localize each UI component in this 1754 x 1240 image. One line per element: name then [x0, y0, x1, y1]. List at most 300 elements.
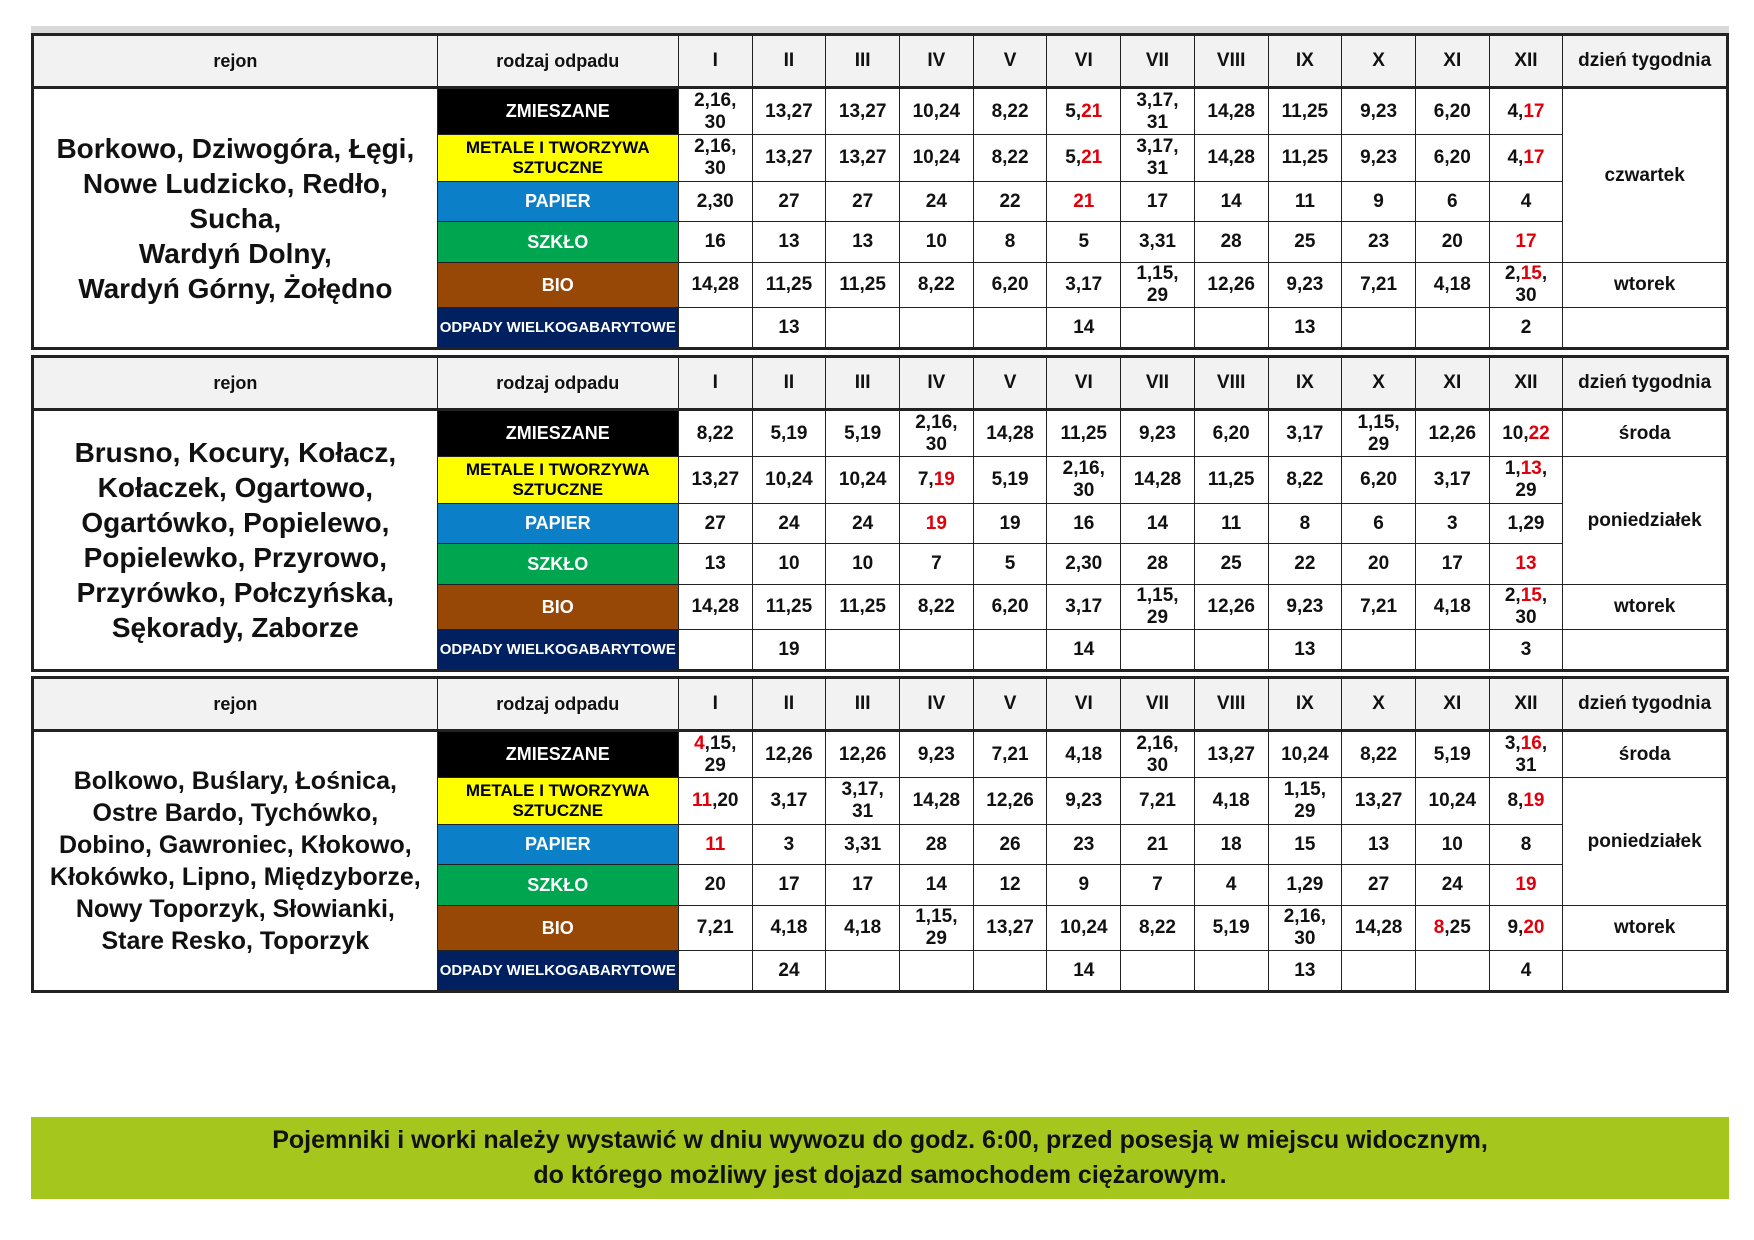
- pickup-dates-IV: 14,28: [900, 778, 974, 825]
- pickup-dates-II: 13,27: [752, 135, 826, 182]
- pickup-dates-VII: 7,21: [1121, 778, 1195, 825]
- pickup-dates-II: 4,18: [752, 906, 826, 951]
- date-part: 3,: [1504, 732, 1521, 754]
- pickup-dates-II: 13: [752, 222, 826, 263]
- date-part: 31: [1515, 754, 1537, 776]
- pickup-dates-XII: [1489, 906, 1563, 951]
- holiday-shifted-date: 19: [1523, 790, 1545, 811]
- header-month-XII: XII: [1489, 678, 1563, 731]
- pickup-dates-VIII: 4: [1194, 865, 1268, 906]
- date-part: ,: [1541, 458, 1548, 479]
- pickup-dates-IX: 3,17: [1268, 410, 1342, 457]
- date-part: ,15,: [704, 732, 737, 754]
- header-waste-type: rodzaj odpadu: [437, 35, 678, 88]
- header-month-XI: XI: [1415, 678, 1489, 731]
- region-line: Borkowo, Dziwogóra, Łęgi,: [56, 132, 415, 164]
- pickup-dates-X: [1342, 951, 1416, 992]
- weekday-cell: wtorek: [1563, 906, 1728, 951]
- pickup-dates-X: 9,23: [1342, 135, 1416, 182]
- date-part: 1,15,: [1136, 585, 1179, 606]
- pickup-dates-III: 11,25: [826, 263, 900, 308]
- pickup-dates-XI: 17: [1415, 544, 1489, 585]
- pickup-dates-XI: 4,18: [1415, 585, 1489, 630]
- schedule-row-zmieszane: [33, 731, 1728, 778]
- pickup-dates-VII: [1121, 263, 1195, 308]
- region-line: Bolkowo, Buślary, Łośnica,: [73, 767, 397, 795]
- pickup-dates-II: 24: [752, 951, 826, 992]
- header-month-VI: VI: [1047, 678, 1121, 731]
- waste-type-papier: PAPIER: [437, 182, 678, 222]
- region-villages: [33, 410, 438, 671]
- pickup-dates-XII: [1489, 544, 1563, 585]
- pickup-dates-V: [973, 630, 1047, 671]
- pickup-dates-IX: 15: [1268, 825, 1342, 865]
- date-part: 1,15,: [915, 906, 958, 927]
- header-month-I: I: [678, 35, 752, 88]
- pickup-dates-VIII: [1194, 630, 1268, 671]
- pickup-dates-I: [678, 951, 752, 992]
- date-part: ,: [1541, 732, 1548, 754]
- pickup-dates-XII: 4: [1489, 951, 1563, 992]
- region-line: Kłokówko, Lipno, Międzyborze,: [49, 863, 421, 891]
- pickup-dates-V: [973, 308, 1047, 349]
- pickup-dates-V: 19: [973, 504, 1047, 544]
- header-weekday: dzień tygodnia: [1563, 35, 1728, 88]
- pickup-dates-VIII: 5,19: [1194, 906, 1268, 951]
- weekday-cell: czwartek: [1563, 88, 1728, 263]
- header-month-XI: XI: [1415, 35, 1489, 88]
- pickup-dates-VIII: [1194, 951, 1268, 992]
- date-part: 5,: [1065, 100, 1082, 122]
- header-row: [33, 35, 1728, 88]
- pickup-dates-IV: [900, 308, 974, 349]
- header-month-VIII: VIII: [1194, 357, 1268, 410]
- pickup-dates-III: 10,24: [826, 457, 900, 504]
- holiday-shifted-date: 8: [1433, 917, 1445, 938]
- waste-type-papier: PAPIER: [437, 504, 678, 544]
- pickup-dates-V: 13,27: [973, 906, 1047, 951]
- date-part: 5,: [1065, 147, 1082, 168]
- pickup-dates-VII: 14: [1121, 504, 1195, 544]
- pickup-dates-VI: 3,17: [1047, 263, 1121, 308]
- pickup-dates-XI: 20: [1415, 222, 1489, 263]
- region-line: Sucha,: [189, 202, 282, 234]
- pickup-dates-V: 5: [973, 544, 1047, 585]
- pickup-dates-VII: 3,31: [1121, 222, 1195, 263]
- date-part: 2,16,: [1283, 906, 1326, 927]
- date-part: ,20: [712, 790, 739, 811]
- waste-type-zmieszane: ZMIESZANE: [437, 410, 678, 457]
- date-part: 29: [704, 754, 726, 776]
- pickup-dates-XI: 4,18: [1415, 263, 1489, 308]
- schedule-row-zmieszane: [33, 88, 1728, 135]
- date-part: 31: [1146, 111, 1169, 133]
- pickup-dates-VIII: 14,28: [1194, 135, 1268, 182]
- weekday-cell: poniedziałek: [1563, 778, 1728, 906]
- header-month-XI: XI: [1415, 357, 1489, 410]
- pickup-dates-VII: 8,22: [1121, 906, 1195, 951]
- pickup-dates-I: 2,30: [678, 182, 752, 222]
- weekday-cell: [1563, 308, 1728, 349]
- header-month-XII: XII: [1489, 35, 1563, 88]
- pickup-dates-III: 13,27: [826, 135, 900, 182]
- pickup-dates-VII: 14,28: [1121, 457, 1195, 504]
- header-month-I: I: [678, 357, 752, 410]
- region-line: Nowe Ludzicko, Redło,: [82, 167, 388, 199]
- pickup-dates-VII: 9,23: [1121, 410, 1195, 457]
- holiday-shifted-date: 21: [1073, 190, 1095, 212]
- holiday-shifted-date: 15: [1520, 585, 1542, 606]
- pickup-dates-XI: 6: [1415, 182, 1489, 222]
- pickup-dates-V: 6,20: [973, 585, 1047, 630]
- pickup-dates-XI: [1415, 308, 1489, 349]
- header-month-IV: IV: [900, 357, 974, 410]
- pickup-dates-II: 11,25: [752, 585, 826, 630]
- region-line: Popielewko, Przyrowo,: [83, 542, 388, 573]
- header-month-II: II: [752, 357, 826, 410]
- pickup-dates-X: 9,23: [1342, 88, 1416, 135]
- pickup-dates-IX: 25: [1268, 222, 1342, 263]
- pickup-dates-I: [678, 778, 752, 825]
- pickup-dates-XI: 10,24: [1415, 778, 1489, 825]
- pickup-dates-II: 11,25: [752, 263, 826, 308]
- pickup-dates-III: 13: [826, 222, 900, 263]
- pickup-dates-X: 9: [1342, 182, 1416, 222]
- pickup-dates-VII: 7: [1121, 865, 1195, 906]
- pickup-dates-IV: 10,24: [900, 88, 974, 135]
- pickup-dates-XII: 4: [1489, 182, 1563, 222]
- pickup-dates-IX: 13: [1268, 308, 1342, 349]
- header-month-V: V: [973, 357, 1047, 410]
- holiday-shifted-date: 22: [1528, 422, 1550, 444]
- holiday-shifted-date: 20: [1523, 917, 1545, 938]
- pickup-dates-X: 7,21: [1342, 585, 1416, 630]
- date-part: 29: [1294, 801, 1316, 822]
- pickup-dates-VI: 23: [1047, 825, 1121, 865]
- pickup-dates-IX: 11: [1268, 182, 1342, 222]
- pickup-dates-VII: [1121, 308, 1195, 349]
- pickup-dates-III: [826, 778, 900, 825]
- header-month-III: III: [826, 678, 900, 731]
- header-row: [33, 357, 1728, 410]
- region-line: Sękorady, Zaborze: [111, 612, 359, 643]
- schedule-table-2: [31, 355, 1729, 672]
- pickup-dates-V: 8,22: [973, 135, 1047, 182]
- pickup-dates-I: 7,21: [678, 906, 752, 951]
- pickup-dates-IX: 11,25: [1268, 88, 1342, 135]
- pickup-dates-XII: [1489, 457, 1563, 504]
- pickup-dates-II: 3: [752, 825, 826, 865]
- pickup-dates-VI: 2,30: [1047, 544, 1121, 585]
- date-part: 30: [1294, 928, 1316, 949]
- holiday-shifted-date: 19: [933, 469, 955, 490]
- header-weekday: dzień tygodnia: [1563, 678, 1728, 731]
- region-villages: [33, 731, 438, 992]
- footer-line-1: Pojemniki i worki należy wystawić w dniu wywozu do godz. 6:00, przed posesją w miejscu widocznym,: [272, 1126, 1488, 1154]
- pickup-dates-IX: 8,22: [1268, 457, 1342, 504]
- date-part: 2,: [1504, 585, 1521, 606]
- holiday-shifted-date: 21: [1081, 100, 1103, 122]
- pickup-dates-IV: [900, 410, 974, 457]
- pickup-dates-X: 20: [1342, 544, 1416, 585]
- holiday-shifted-date: 21: [1081, 147, 1103, 168]
- pickup-dates-I: 16: [678, 222, 752, 263]
- date-part: 2,16,: [915, 411, 958, 433]
- holiday-shifted-date: 13: [1515, 553, 1537, 574]
- pickup-dates-III: 13,27: [826, 88, 900, 135]
- date-part: 1,15,: [1136, 263, 1179, 284]
- weekday-cell: [1563, 951, 1728, 992]
- pickup-dates-XI: [1415, 630, 1489, 671]
- header-month-II: II: [752, 35, 826, 88]
- date-part: 29: [1146, 607, 1169, 628]
- pickup-dates-III: 11,25: [826, 585, 900, 630]
- pickup-dates-I: [678, 630, 752, 671]
- pickup-dates-I: [678, 135, 752, 182]
- date-part: 29: [925, 928, 947, 949]
- pickup-dates-VI: [1047, 88, 1121, 135]
- pickup-dates-II: 10: [752, 544, 826, 585]
- date-part: 30: [1073, 480, 1095, 501]
- header-month-II: II: [752, 678, 826, 731]
- date-part: 30: [704, 158, 726, 179]
- pickup-dates-I: [678, 308, 752, 349]
- pickup-dates-I: [678, 825, 752, 865]
- pickup-dates-XII: [1489, 585, 1563, 630]
- pickup-dates-X: [1342, 630, 1416, 671]
- header-month-IX: IX: [1268, 35, 1342, 88]
- pickup-dates-XII: 8: [1489, 825, 1563, 865]
- pickup-dates-XI: [1415, 951, 1489, 992]
- date-part: 1,: [1504, 458, 1521, 479]
- date-part: 2,: [1504, 263, 1521, 284]
- pickup-dates-III: 27: [826, 182, 900, 222]
- pickup-dates-IV: 7: [900, 544, 974, 585]
- pickup-dates-IX: 9,23: [1268, 263, 1342, 308]
- pickup-dates-I: 13,27: [678, 457, 752, 504]
- header-month-X: X: [1342, 357, 1416, 410]
- schedule-table-1: [31, 33, 1729, 350]
- pickup-dates-V: 8,22: [973, 88, 1047, 135]
- waste-type-papier: PAPIER: [437, 825, 678, 865]
- pickup-dates-IX: 13: [1268, 951, 1342, 992]
- holiday-shifted-date: 15: [1520, 263, 1542, 284]
- date-part: 9,: [1507, 917, 1524, 938]
- header-month-VIII: VIII: [1194, 35, 1268, 88]
- pickup-dates-II: 5,19: [752, 410, 826, 457]
- region-line: Stare Resko, Toporzyk: [101, 927, 370, 955]
- schedule-table-3: [31, 676, 1729, 993]
- pickup-dates-X: 7,21: [1342, 263, 1416, 308]
- region-line: Ogartówko, Popielewo,: [81, 507, 390, 538]
- pickup-dates-I: [678, 731, 752, 778]
- header-month-IV: IV: [900, 678, 974, 731]
- pickup-dates-XII: [1489, 263, 1563, 308]
- pickup-dates-XI: 6,20: [1415, 135, 1489, 182]
- date-part: 30: [1146, 754, 1169, 776]
- pickup-dates-VI: [1047, 135, 1121, 182]
- pickup-dates-I: 20: [678, 865, 752, 906]
- pickup-dates-X: 23: [1342, 222, 1416, 263]
- header-row: [33, 678, 1728, 731]
- header-month-VI: VI: [1047, 35, 1121, 88]
- pickup-dates-XI: 24: [1415, 865, 1489, 906]
- pickup-dates-IV: 10: [900, 222, 974, 263]
- pickup-dates-IV: 14: [900, 865, 974, 906]
- pickup-dates-IV: 8,22: [900, 585, 974, 630]
- region-line: Nowy Toporzyk, Słowianki,: [75, 895, 395, 923]
- pickup-dates-I: 14,28: [678, 263, 752, 308]
- date-part: 2,16,: [694, 136, 737, 157]
- header-month-X: X: [1342, 35, 1416, 88]
- waste-type-bio: BIO: [437, 263, 678, 308]
- weekday-cell: środa: [1563, 410, 1728, 457]
- date-part: 1,15,: [1357, 411, 1400, 433]
- pickup-dates-III: 12,26: [826, 731, 900, 778]
- holiday-shifted-date: 11: [705, 833, 726, 855]
- pickup-dates-III: 24: [826, 504, 900, 544]
- region-line: Przyrówko, Połczyńska,: [76, 577, 395, 608]
- pickup-dates-V: 5,19: [973, 457, 1047, 504]
- pickup-dates-VIII: 12,26: [1194, 585, 1268, 630]
- footer-note: [31, 1117, 1729, 1199]
- waste-type-wielkogabarytowe: ODPADY WIELKOGABARYTOWE: [437, 951, 678, 992]
- date-part: 31: [1146, 158, 1169, 179]
- pickup-dates-VI: 9: [1047, 865, 1121, 906]
- pickup-dates-X: 27: [1342, 865, 1416, 906]
- date-part: 30: [1515, 607, 1537, 628]
- date-part: 30: [704, 111, 726, 133]
- header-month-IV: IV: [900, 35, 974, 88]
- date-part: 3,17,: [1136, 89, 1179, 111]
- date-part: 30: [1515, 285, 1537, 306]
- pickup-dates-I: [678, 88, 752, 135]
- pickup-dates-X: [1342, 308, 1416, 349]
- region-line: Brusno, Kocury, Kołacz,: [74, 437, 397, 468]
- pickup-dates-IX: 8: [1268, 504, 1342, 544]
- pickup-dates-I: 13: [678, 544, 752, 585]
- weekday-cell: środa: [1563, 731, 1728, 778]
- pickup-dates-III: 5,19: [826, 410, 900, 457]
- pickup-dates-III: 10: [826, 544, 900, 585]
- pickup-dates-V: 14,28: [973, 410, 1047, 457]
- pickup-dates-III: 4,18: [826, 906, 900, 951]
- pickup-dates-VIII: 6,20: [1194, 410, 1268, 457]
- pickup-dates-VI: 9,23: [1047, 778, 1121, 825]
- pickup-dates-IX: 9,23: [1268, 585, 1342, 630]
- pickup-dates-IX: 1,29: [1268, 865, 1342, 906]
- header-month-X: X: [1342, 678, 1416, 731]
- header-weekday: dzień tygodnia: [1563, 357, 1728, 410]
- holiday-shifted-date: 19: [1515, 874, 1537, 895]
- pickup-dates-V: 8: [973, 222, 1047, 263]
- region-villages: [33, 88, 438, 349]
- weekday-cell: wtorek: [1563, 585, 1728, 630]
- pickup-dates-VIII: 25: [1194, 544, 1268, 585]
- header-region: rejon: [33, 357, 438, 410]
- pickup-dates-VII: 28: [1121, 544, 1195, 585]
- pickup-dates-XII: 3: [1489, 630, 1563, 671]
- pickup-dates-VIII: 28: [1194, 222, 1268, 263]
- date-part: 1,15,: [1283, 779, 1326, 800]
- pickup-dates-I: 27: [678, 504, 752, 544]
- pickup-dates-II: 27: [752, 182, 826, 222]
- holiday-shifted-date: 19: [925, 512, 947, 534]
- pickup-dates-V: 22: [973, 182, 1047, 222]
- pickup-dates-XI: 10: [1415, 825, 1489, 865]
- date-part: 4,: [1507, 100, 1524, 122]
- pickup-dates-VIII: 11: [1194, 504, 1268, 544]
- pickup-dates-XII: [1489, 410, 1563, 457]
- pickup-dates-IV: 8,22: [900, 263, 974, 308]
- pickup-dates-VIII: 14: [1194, 182, 1268, 222]
- pickup-dates-VIII: 12,26: [1194, 263, 1268, 308]
- pickup-dates-XII: [1489, 222, 1563, 263]
- waste-type-bio: BIO: [437, 906, 678, 951]
- date-part: 10,: [1502, 422, 1529, 444]
- header-month-XII: XII: [1489, 357, 1563, 410]
- pickup-dates-XII: 2: [1489, 308, 1563, 349]
- pickup-dates-VI: [1047, 457, 1121, 504]
- pickup-dates-II: 24: [752, 504, 826, 544]
- weekday-cell: wtorek: [1563, 263, 1728, 308]
- pickup-dates-IV: 24: [900, 182, 974, 222]
- pickup-dates-IX: 10,24: [1268, 731, 1342, 778]
- pickup-dates-XI: 5,19: [1415, 731, 1489, 778]
- date-part: 31: [852, 801, 874, 822]
- pickup-dates-II: 10,24: [752, 457, 826, 504]
- region-line: Wardyń Dolny,: [138, 237, 332, 269]
- pickup-dates-III: [826, 308, 900, 349]
- header-month-I: I: [678, 678, 752, 731]
- header-month-IX: IX: [1268, 357, 1342, 410]
- header-region: rejon: [33, 678, 438, 731]
- pickup-dates-VII: [1121, 88, 1195, 135]
- pickup-dates-V: 12: [973, 865, 1047, 906]
- pickup-dates-IV: 28: [900, 825, 974, 865]
- pickup-dates-V: 26: [973, 825, 1047, 865]
- pickup-dates-XI: 6,20: [1415, 88, 1489, 135]
- waste-type-metale: METALE I TWORZYWA SZTUCZNE: [437, 778, 678, 825]
- pickup-dates-XII: [1489, 731, 1563, 778]
- pickup-dates-XII: [1489, 865, 1563, 906]
- pickup-dates-II: 13: [752, 308, 826, 349]
- date-part: 7,: [917, 469, 934, 490]
- holiday-shifted-date: 16: [1520, 732, 1542, 754]
- pickup-dates-IV: [900, 504, 974, 544]
- pickup-dates-I: 8,22: [678, 410, 752, 457]
- holiday-shifted-date: 17: [1515, 231, 1537, 252]
- pickup-dates-XII: 1,29: [1489, 504, 1563, 544]
- header-month-III: III: [826, 357, 900, 410]
- date-part: 29: [1146, 285, 1169, 306]
- weekday-cell: [1563, 630, 1728, 671]
- pickup-dates-X: [1342, 410, 1416, 457]
- date-part: 2,16,: [694, 89, 737, 111]
- pickup-dates-V: [973, 951, 1047, 992]
- pickup-dates-III: 3,31: [826, 825, 900, 865]
- pickup-dates-IV: 9,23: [900, 731, 974, 778]
- header-month-IX: IX: [1268, 678, 1342, 731]
- pickup-dates-VI: 10,24: [1047, 906, 1121, 951]
- pickup-dates-II: 3,17: [752, 778, 826, 825]
- date-part: 4,: [1507, 147, 1524, 168]
- waste-type-wielkogabarytowe: ODPADY WIELKOGABARYTOWE: [437, 308, 678, 349]
- pickup-dates-X: 13: [1342, 825, 1416, 865]
- pickup-dates-V: 7,21: [973, 731, 1047, 778]
- pickup-dates-XII: [1489, 88, 1563, 135]
- header-month-V: V: [973, 35, 1047, 88]
